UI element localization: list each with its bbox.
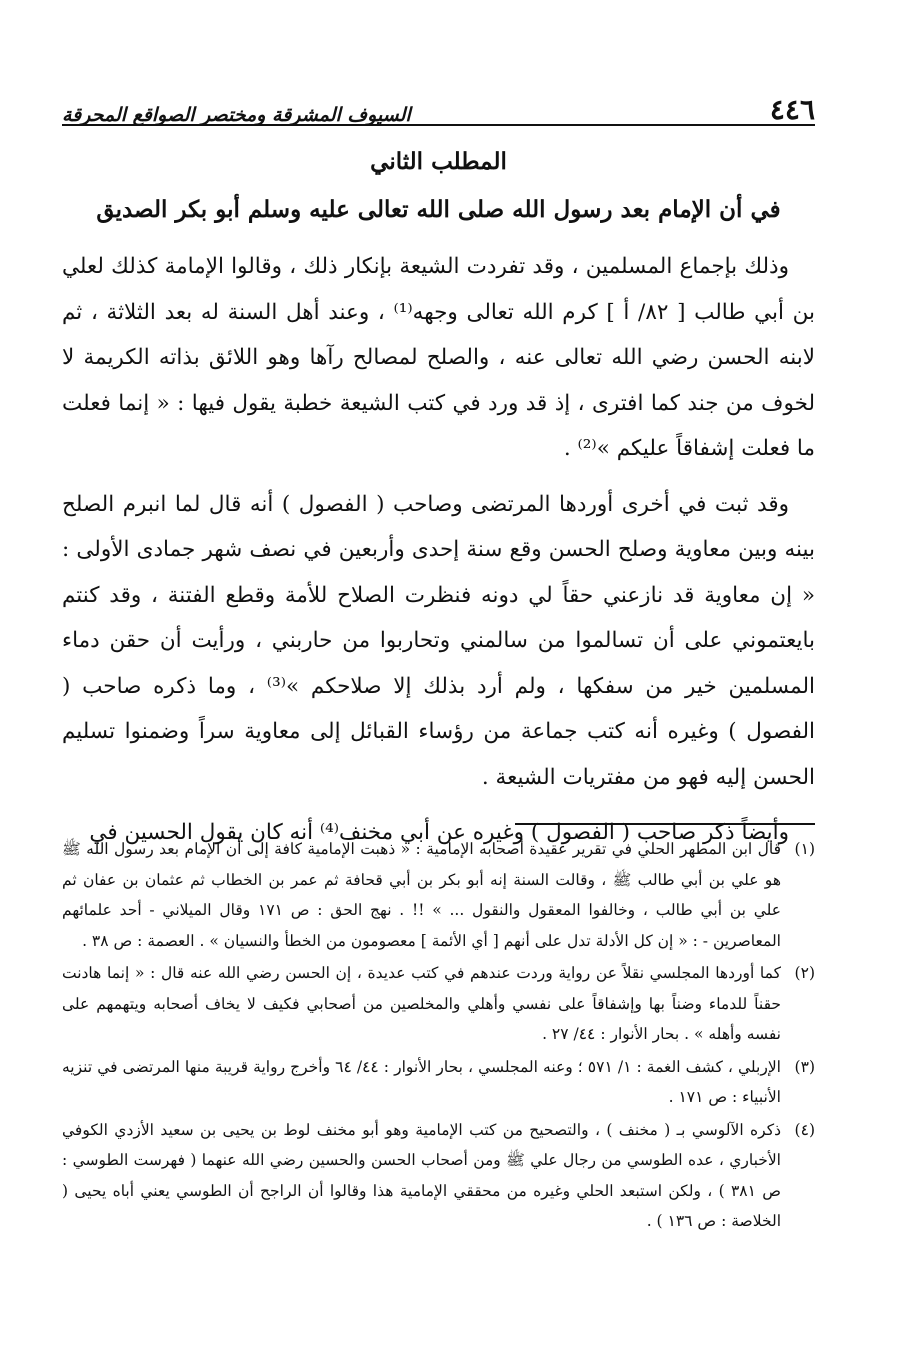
page-header bbox=[62, 86, 815, 126]
page-number: ٤٤٦ bbox=[769, 93, 815, 126]
footnote-number: (٢) bbox=[794, 964, 815, 982]
footnote-number: (١) bbox=[794, 840, 815, 858]
footnote bbox=[62, 958, 815, 1050]
body-text bbox=[62, 244, 815, 856]
footnote-number: (٤) bbox=[794, 1120, 815, 1139]
header-divider bbox=[62, 124, 815, 126]
footnote bbox=[62, 834, 815, 956]
footnote-text: كما أوردها المجلسي نقلاً عن رواية وردت عندهم في كتب عديدة ، إن الحسن رضي الله عنه قال : « إنما هادنت حقناً للدماء وضناً بها وإشفاقاً على نفسي وأهلي والمخلصين من أصحابي فكيف لا يخاف أصحابه ويتهمهم على نفسه وأهله » . بحار الأنوار : ٤٤/ ٢٧ . bbox=[62, 964, 781, 1043]
paragraph: وأيضاً ذكر صاحب ( الفصول ) وغيره عن أبي مخنف⁽⁴⁾ أنه كان يقول الحسين في bbox=[89, 820, 789, 845]
section-heading: في أن الإمام بعد رسول الله صلى الله تعالى عليه وسلم أبو بكر الصديق bbox=[96, 196, 781, 223]
footnote-divider bbox=[515, 823, 815, 825]
footnotes bbox=[62, 834, 815, 1239]
footnote-number: (٣) bbox=[794, 1057, 815, 1076]
section-title: المطلب الثاني bbox=[370, 148, 507, 175]
footnote bbox=[62, 1115, 815, 1237]
footnote-text: الإربلي ، كشف الغمة : ١/ ٥٧١ ؛ وعنه المجلسي ، بحار الأنوار : ٤٤/ ٦٤ وأخرج رواية قريبة منها المرتضى في تنزيه الأنبياء : ص ١٧١ . bbox=[62, 1057, 781, 1106]
running-title: السيوف المشرقة ومختصر الصواقع المحرقة bbox=[62, 104, 411, 126]
footnote-text: قال ابن المطهر الحلي في تقرير عقيدة أصحابه الإمامية : « ذهبت الإمامية كافة إلى أن الإمام بعد رسول الله ﷺ هو علي بن أبي طالب ﷺ ، وقالت السنة إنه أبو بكر بن أبي قحافة ثم عمر بن الخطاب ثم عثمان بن عفان ثم علي بن أبي طالب ، وخالفوا المعقول والنقول ... » !! . نهج الحق : ص ١٧١ وقال الميلاني - أحد علمائهم المعاصرين - : « إن كل الأدلة تدل على أنهم [ أي الأئمة ] معصومون من الخطأ والنسيان » . العصمة : ص ٣٨ . bbox=[62, 840, 782, 950]
footnote bbox=[62, 1052, 815, 1113]
footnote-text: ذكره الآلوسي بـ ( مخنف ) ، والتصحيح من كتب الإمامية وهو أبو مخنف لوط بن يحيى بن سعيد الأزدي الكوفي الأخباري ، عده الطوسي من رجال علي ﷺ ومن أصحاب الحسن والحسين رضي الله عنهما ( فهرست الطوسي : ص ٣٨١ ) ، ولكن استبعد الحلي وغيره من محققي الإمامية هذا وقالوا أن الراجح أن الطوسي يعني أباه يحيى ( الخلاصة : ص ١٣٦ ) . bbox=[62, 1120, 781, 1230]
paragraph: وقد ثبت في أخرى أوردها المرتضى وصاحب ( الفصول ) أنه قال لما انبرم الصلح بينه وبين معاوية وصلح الحسن وقع سنة إحدى وأربعين في نصف شهر جمادى الأولى : « إن معاوية قد نازعني حقاً لي دونه فنظرت الصلاح للأمة وقطع الفتنة ، وقد كنتم بايعتموني على أن تسالموا من سالمني وتحاربوا من حاربني ، ورأيت أن حقن دماء المسلمين خير من سفكها ، ولم أرد بذلك إلا صلاحكم »⁽³⁾ ، وما ذكره صاحب ( الفصول ) وغيره أنه كتب جماعة من رؤساء القبائل إلى معاوية سراً وضمنوا تسليم الحسن إليه فهو من مفتريات الشيعة . bbox=[62, 491, 816, 790]
paragraph: وذلك بإجماع المسلمين ، وقد تفردت الشيعة بإنكار ذلك ، وقالوا الإمامة كذلك لعلي بن أبي طالب [ ٨٢/ أ ] كرم الله تعالى وجهه⁽¹⁾ ، وعند أهل السنة له بعد الثلاثة ، ثم لابنه الحسن رضي الله تعالى عنه ، والصلح لمصالح رآها وهو اللائق بذاته الكريمة لا لخوف من جند كما افترى ، إذ قد ورد في كتب الشيعة خطبة يقول فيها : « إنما فعلت ما فعلت إشفاقاً عليكم »⁽²⁾ . bbox=[62, 254, 816, 461]
